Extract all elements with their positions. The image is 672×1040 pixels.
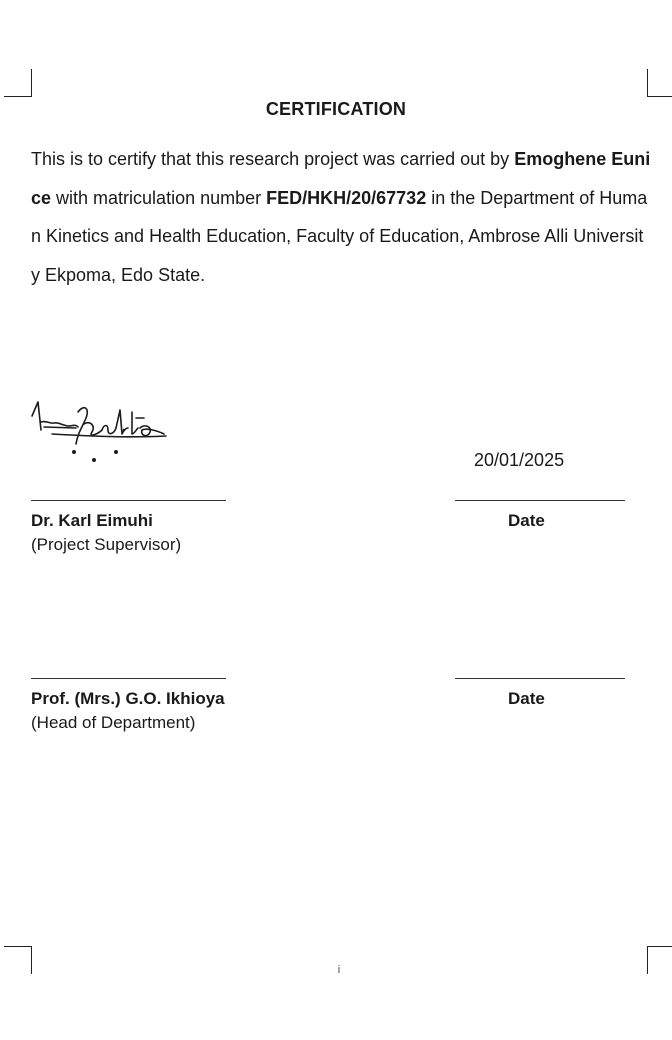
page-number: i: [337, 964, 341, 976]
paragraph-part-2: with matriculation number: [51, 187, 267, 208]
supervisor-name: Dr. Karl Eimuhi: [31, 511, 153, 530]
crop-mark-bottom-left: [4, 946, 32, 947]
hod-role: (Head of Department): [31, 713, 196, 732]
signature-line-hod: [31, 678, 226, 679]
crop-mark-top-right: [647, 69, 648, 97]
crop-mark-top-left: [4, 96, 32, 97]
signature-line-supervisor: [31, 500, 226, 501]
crop-mark-top-left: [31, 69, 32, 97]
paragraph-part-3: in the Department of Human Kinetics and Health Education, Faculty of Education, Ambrose Alli University Ekpoma, Edo State.: [31, 187, 648, 285]
paragraph-part-1: This is to certify that this research project was carried out by: [31, 149, 515, 169]
student-name: Emoghene Eunice: [31, 149, 651, 208]
matric-number: FED/HKH/20/67732: [266, 187, 427, 208]
crop-mark-top-right: [647, 96, 672, 97]
date-line-supervisor: [455, 500, 625, 501]
page-title: CERTIFICATION: [265, 99, 407, 119]
certification-paragraph: [31, 140, 651, 294]
crop-mark-bottom-right: [647, 946, 672, 947]
supervisor-signature: [28, 390, 173, 470]
date-label-hod: Date: [508, 689, 545, 708]
date-label-supervisor: Date: [508, 511, 545, 530]
supervisor-role: (Project Supervisor): [31, 535, 182, 554]
date-line-hod: [455, 678, 625, 679]
hod-name: Prof. (Mrs.) G.O. Ikhioya: [31, 689, 225, 708]
signed-date: 20/01/2025: [474, 450, 565, 470]
